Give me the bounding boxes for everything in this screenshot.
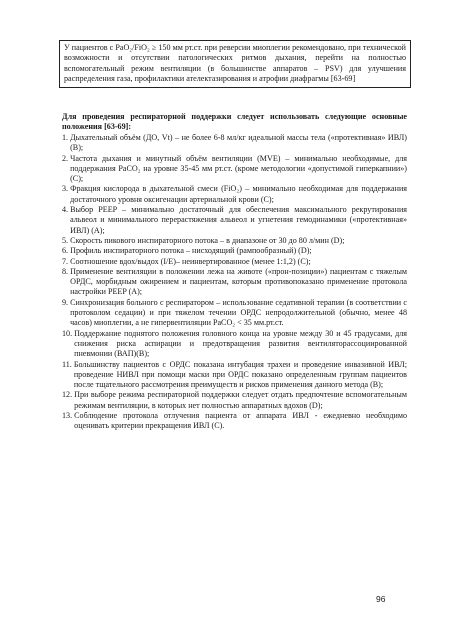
list-item: 3. Фракция кислорода в дыхательной смеси (FiO₂) – минимально необходимая для поддержания достаточного уровня оксигенации артериальной крови (С);	[62, 184, 407, 204]
section-heading: Для проведения респираторной поддержки следует использовать следующие основные положения [63-69]:	[62, 112, 407, 132]
page-number: 96	[376, 594, 386, 604]
list-item: 10. Поддержание поднятого положения головного конца на уровне между 30 и 45 градусами, для снижения риска аспирации и предотвращения развития вентиляторассоциированной пневмонии (ВАП)(В);	[62, 328, 407, 359]
list-item: 8. Применение вентиляции в положении лежа на животе («прон-позиции») пациентам с тяжелым ОРДС, морбидным ожирением и пациентам, которым противопоказано применение протокола настройки PEEP (А);	[62, 266, 407, 297]
boxed-recommendation: У пациентов с PaO₂/FiO₂ ≥ 150 мм рт.ст. при реверсии миоплегии рекомендовано, при технической возможности и отсутствии патологических ритмов дыхания, перейти на полностью вспомогательный режим вентиляции (в большинстве аппаратов – PSV) для улучшения распределения газа, профилактики ателектазирования и атрофии диафрагмы [63-69]	[59, 40, 411, 88]
list-item: 4. Выбор PEEP – минимально достаточный для обеспечения максимального рекрутирования альвеол и минимального перерастяжения альвеол и угнетения гемодинамики («протективная» ИВЛ) (А);	[62, 205, 407, 235]
list-item: 13. Соблюдение протокола отлучения пациента от аппарата ИВЛ - ежедневно необходимо оценивать критерии прекращения ИВЛ (С).	[62, 411, 407, 431]
list-item: 6. Профиль инспираторного потока – нисходящий (рампообразный) (D);	[62, 246, 312, 256]
list-item: 7. Соотношение вдох/выдох (I/E)– неинвертированное (менее 1:1,2) (С);	[62, 256, 311, 266]
list-item: 12. При выборе режима респираторной поддержки следует отдать предпочтение вспомогательным режимам вентиляции, в которых нет полностью аппаратных вдохов (D);	[62, 390, 407, 410]
list-item: 2. Частота дыхания и минутный объём вентиляции (MVE) – минимально необходимые, для поддержания PaCO₂ на уровне 35-45 мм рт.ст. (кроме методологии «допустимой гиперкапнии») (С);	[62, 153, 407, 184]
list-item: 9. Синхронизация больного с респиратором – использование седативной терапии (в соответствии с протоколом седации) и при тяжелом течении ОРДС непродолжительной (обычно, менее 48 часов) миоплегии, а не гипервентиляции PaCO₂ < 35 мм.рт.ст.	[62, 297, 407, 328]
list-item: 11. Большинству пациентов с ОРДС показана интубация трахеи и проведение инвазивной ИВЛ; проведение НИВЛ при помощи маски при ОРДС показано определенным группам пациентов после тщательного рассмотрения преимуществ и рисков применения данного метода (В);	[62, 359, 407, 390]
list-item: 5. Скорость пикового инспираторного потока – в диапазоне от 30 до 80 л/мин (D);	[62, 235, 345, 245]
list-item: 1. Дыхательный объём (ДО, Vt) – не более 6-8 мл/кг идеальной массы тела («протективная» ИВЛ) (В);	[62, 133, 407, 153]
recommendation-list	[62, 133, 407, 432]
